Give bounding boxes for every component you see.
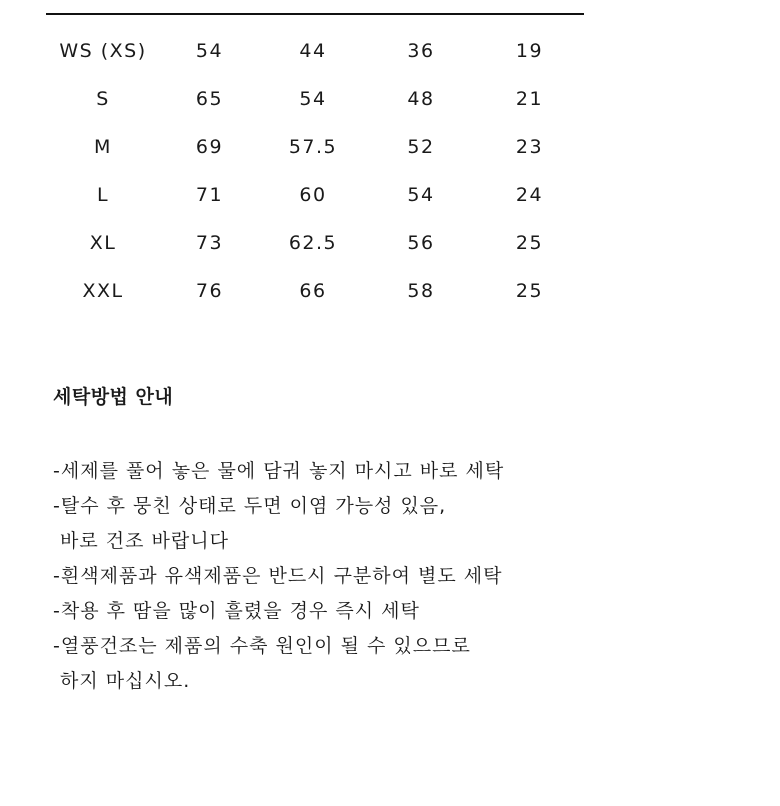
care-line: -착용 후 땀을 많이 흘렸을 경우 즉시 세탁 — [53, 600, 420, 622]
table-row — [46, 267, 584, 315]
table-cell: 66 — [299, 280, 327, 302]
care-line: -흰색제품과 유색제품은 반드시 구분하여 별도 세탁 — [53, 565, 503, 587]
table-cell: 60 — [299, 184, 327, 206]
table-row — [46, 219, 584, 267]
size-cell: XL — [89, 232, 117, 254]
size-cell: S — [96, 88, 110, 110]
size-cell: XXL — [82, 280, 124, 302]
table-cell: 54 — [195, 40, 224, 62]
size-cell: L — [96, 184, 110, 206]
table-cell: 21 — [515, 88, 544, 110]
table-cell: 44 — [299, 40, 327, 62]
table-cell: 58 — [407, 280, 435, 302]
care-line: -세제를 풀어 놓은 물에 담궈 놓지 마시고 바로 세탁 — [53, 460, 505, 482]
care-line: 하지 마십시오. — [53, 670, 191, 692]
care-line: 바로 건조 바랍니다 — [53, 530, 229, 552]
table-cell: 52 — [407, 136, 435, 158]
table-cell: 73 — [195, 232, 224, 254]
table-cell: 65 — [195, 88, 224, 110]
table-cell: 76 — [195, 280, 224, 302]
table-cell: 56 — [407, 232, 435, 254]
table-row — [46, 171, 584, 219]
table-row — [46, 27, 584, 75]
care-instructions-list — [53, 454, 504, 699]
size-table — [46, 27, 584, 315]
table-top-rule — [46, 13, 584, 15]
care-line: -열풍건조는 제품의 수축 원인이 될 수 있으므로 — [53, 635, 471, 657]
table-cell: 71 — [195, 184, 224, 206]
table-cell: 62.5 — [288, 232, 338, 254]
table-cell: 25 — [515, 232, 544, 254]
care-instructions-title: 세탁방법 안내 — [53, 386, 174, 408]
table-row — [46, 75, 584, 123]
table-cell: 69 — [195, 136, 224, 158]
table-cell: 25 — [515, 280, 544, 302]
table-cell: 54 — [407, 184, 435, 206]
table-row — [46, 123, 584, 171]
table-cell: 57.5 — [288, 136, 338, 158]
table-cell: 19 — [515, 40, 544, 62]
table-cell: 24 — [515, 184, 544, 206]
table-cell: 54 — [299, 88, 327, 110]
care-line: -탈수 후 뭉친 상태로 두면 이염 가능성 있음, — [53, 495, 447, 517]
table-cell: 36 — [407, 40, 435, 62]
table-cell: 23 — [515, 136, 544, 158]
size-cell: WS (XS) — [59, 40, 147, 62]
size-cell: M — [94, 136, 112, 158]
table-cell: 48 — [407, 88, 435, 110]
